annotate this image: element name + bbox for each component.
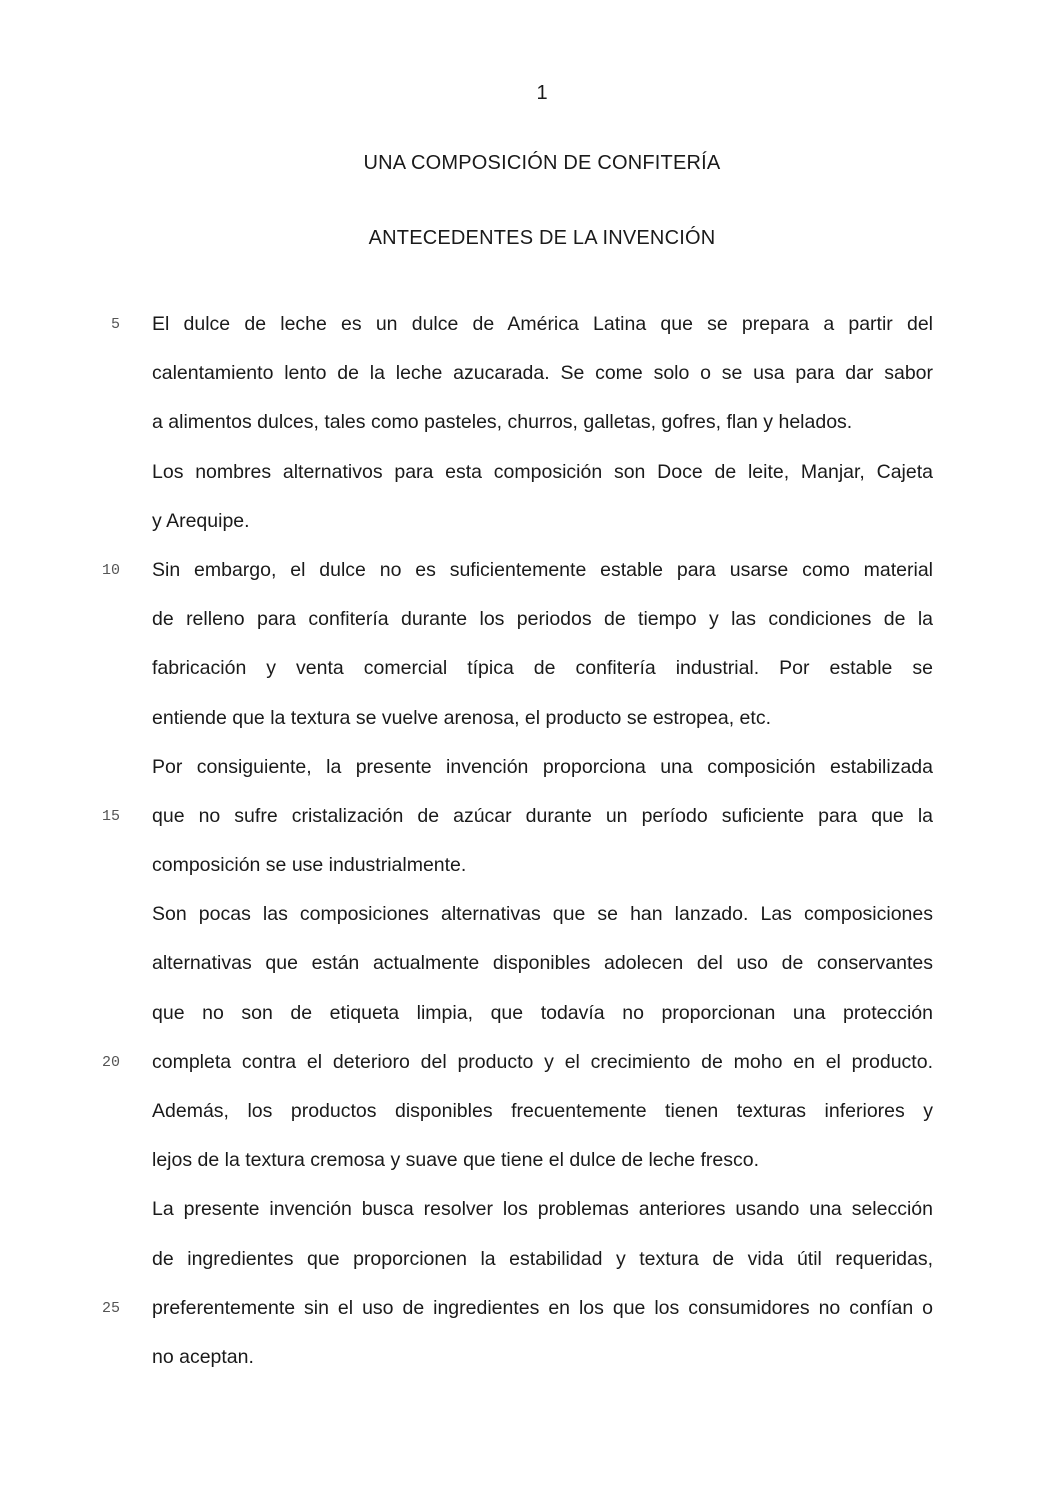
text-line: entiende que la textura se vuelve arenosa, el producto se estropea, etc. xyxy=(152,706,771,729)
line-number: 5 xyxy=(110,316,120,333)
text-line: lejos de la textura cremosa y suave que tiene el dulce de leche fresco. xyxy=(152,1149,760,1172)
line-number: 25 xyxy=(101,1300,120,1317)
document-title: UNA COMPOSICIÓN DE CONFITERÍA xyxy=(363,152,721,174)
text-line: calentamiento lento de la leche azucarada. Se come solo o se usa para dar sabor xyxy=(152,362,933,385)
text-line: Por consiguiente, la presente invención proporciona una composición estabilizada xyxy=(152,755,933,778)
text-line: El dulce de leche es un dulce de América Latina que se prepara a partir del xyxy=(152,313,933,335)
text-line: Además, los productos disponibles frecuentemente tienen texturas inferiores y xyxy=(152,1100,933,1122)
text-line: Son pocas las composiciones alternativas que se han lanzado. Las composiciones xyxy=(152,903,933,926)
line-number: 10 xyxy=(101,562,120,579)
text-line: de ingredientes que proporcionen la estabilidad y textura de vida útil requeridas, xyxy=(152,1247,933,1270)
text-line: alternativas que están actualmente disponibles adolecen del uso de conservantes xyxy=(152,952,933,975)
section-heading: ANTECEDENTES DE LA INVENCIÓN xyxy=(368,227,716,249)
text-line: Sin embargo, el dulce no es suficientemente estable para usarse como material xyxy=(152,558,933,581)
text-line: a alimentos dulces, tales como pasteles, churros, galletas, gofres, flan y helados. xyxy=(152,411,853,434)
text-line: y Arequipe. xyxy=(152,509,250,532)
text-line: completa contra el deterioro del producto y el crecimiento de moho en el producto. xyxy=(152,1050,933,1073)
text-line: que no son de etiqueta limpia, que todavía no proporcionan una protección xyxy=(152,1001,933,1024)
line-number: 20 xyxy=(101,1054,120,1071)
text-line: no aceptan. xyxy=(152,1345,254,1368)
page-number: 1 xyxy=(536,82,548,104)
text-line: composición se use industrialmente. xyxy=(152,854,467,877)
text-line: preferentemente sin el uso de ingredientes en los que los consumidores no confían o xyxy=(152,1296,933,1319)
text-line: que no sufre cristalización de azúcar durante un período suficiente para que la xyxy=(152,804,933,827)
text-line: Los nombres alternativos para esta composición son Doce de leite, Manjar, Cajeta xyxy=(152,460,933,483)
text-line: de relleno para confitería durante los periodos de tiempo y las condiciones de la xyxy=(152,608,933,631)
text-line: La presente invención busca resolver los problemas anteriores usando una selección xyxy=(152,1198,933,1221)
line-number: 15 xyxy=(101,808,120,825)
body-text xyxy=(152,300,933,1382)
text-line: fabricación y venta comercial típica de confitería industrial. Por estable se xyxy=(152,657,933,680)
